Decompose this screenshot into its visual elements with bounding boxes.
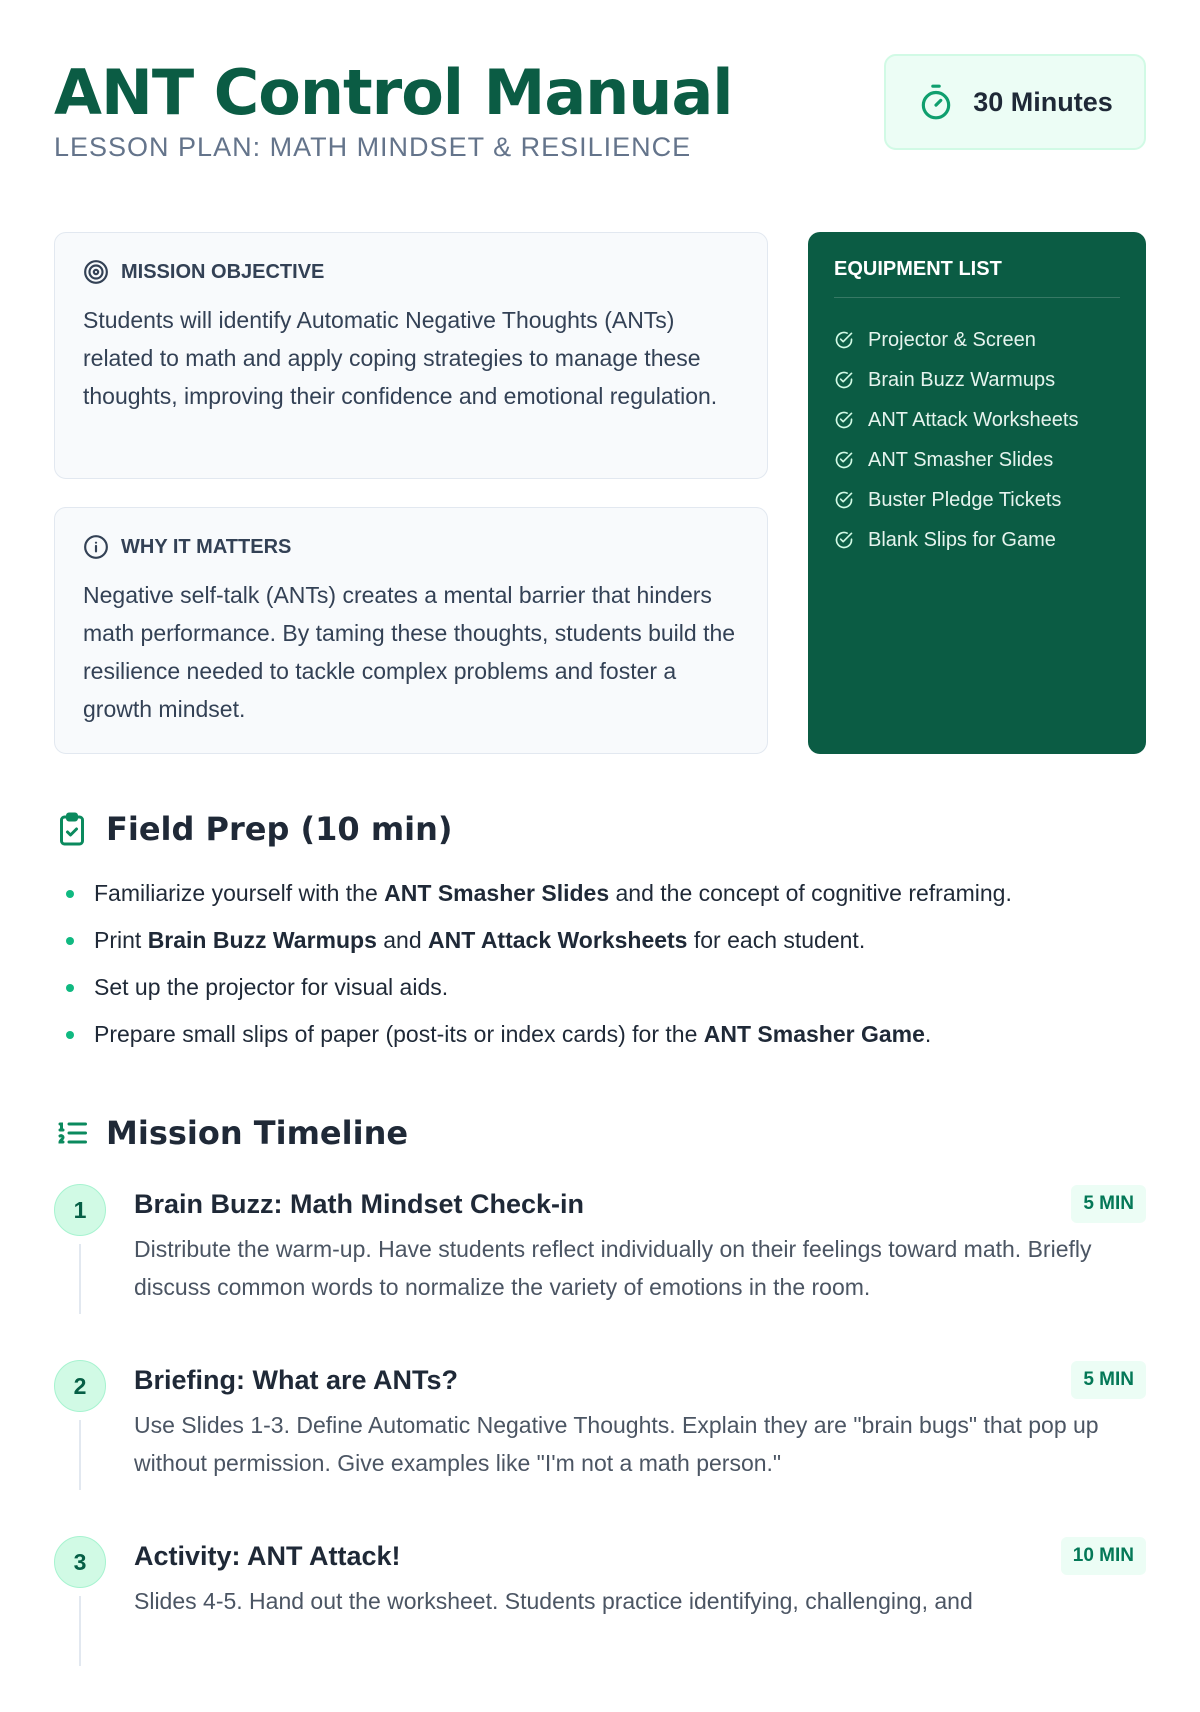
step-description: Use Slides 1-3. Define Automatic Negative Thoughts. Explain they are "brain bugs" that pop up without permission. Give examples like "I'm not a math person." (134, 1412, 1099, 1476)
page-subtitle: LESSON PLAN: MATH MINDSET & RESILIENCE (54, 132, 692, 162)
equipment-item-label: ANT Smasher Slides (868, 448, 1054, 471)
equipment-item (834, 440, 1120, 480)
header (54, 54, 1146, 224)
title-block (54, 54, 733, 163)
step-connector (79, 1244, 81, 1314)
prep-text: and (376, 927, 429, 953)
prep-emphasis: ANT Attack Worksheets (428, 927, 688, 953)
step-content (134, 1536, 1146, 1712)
equipment-list-panel (808, 232, 1146, 754)
prep-text: Set up the projector for visual aids. (94, 974, 449, 1000)
prep-text: for each student. (687, 927, 866, 953)
check-circle-icon (834, 330, 854, 350)
prep-item (54, 880, 1146, 927)
check-circle-icon (834, 530, 854, 550)
clipboard-check-icon (54, 811, 90, 847)
step-title-row (134, 1184, 1146, 1224)
equipment-item-label: Brain Buzz Warmups (868, 368, 1056, 391)
step-title-row (134, 1360, 1146, 1400)
why-it-matters-card (54, 507, 768, 754)
info-icon (83, 534, 109, 560)
equipment-item-label: ANT Attack Worksheets (868, 408, 1079, 431)
prep-emphasis: ANT Smasher Game (703, 1021, 925, 1047)
field-prep-section (54, 810, 1146, 1068)
check-circle-icon (834, 410, 854, 430)
overview-grid (54, 232, 1146, 754)
prep-item (54, 974, 1146, 1021)
step-description: Distribute the warm-up. Have students reflect individually on their feelings toward math. Briefly discuss common words to normalize the variety of emotions in the room. (134, 1236, 1092, 1300)
prep-item (54, 1021, 1146, 1068)
timeline-step (54, 1536, 1146, 1712)
prep-text: Familiarize yourself with the (94, 880, 385, 906)
mission-objective-header (83, 259, 739, 285)
numbered-list-icon (54, 1115, 90, 1151)
prep-text: Print (94, 927, 148, 953)
step-number: 2 (54, 1360, 106, 1412)
step-duration-badge: 5 MIN (1071, 1361, 1146, 1399)
prep-text: . (924, 1021, 932, 1047)
duration-badge (884, 54, 1146, 150)
prep-emphasis: ANT Smasher Slides (384, 880, 610, 906)
equipment-item-label: Blank Slips for Game (868, 528, 1056, 551)
step-title: Brain Buzz: Math Mindset Check-in (134, 1188, 585, 1219)
prep-text: Prepare small slips of paper (post-its or index cards) for the (94, 1021, 704, 1047)
step-duration-badge: 10 MIN (1061, 1537, 1146, 1575)
field-prep-header (54, 810, 1146, 848)
step-title-row (134, 1536, 1146, 1576)
timeline-step (54, 1360, 1146, 1536)
step-marker (54, 1536, 134, 1712)
equipment-item-label: Projector & Screen (868, 328, 1036, 351)
step-duration-badge: 5 MIN (1071, 1185, 1146, 1223)
field-prep-list (54, 880, 1146, 1068)
step-number: 3 (54, 1536, 106, 1588)
equipment-item (834, 360, 1120, 400)
step-description: Slides 4-5. Hand out the worksheet. Students practice identifying, challenging, and (134, 1588, 973, 1614)
step-connector (79, 1420, 81, 1490)
step-marker (54, 1184, 134, 1360)
step-number: 1 (54, 1184, 106, 1236)
mission-objective-heading: MISSION OBJECTIVE (121, 260, 325, 283)
step-connector (79, 1596, 81, 1666)
mission-timeline-heading: Mission Timeline (106, 1114, 409, 1152)
why-it-matters-heading: WHY IT MATTERS (121, 535, 292, 558)
mission-timeline-header (54, 1114, 1146, 1152)
mission-objective-card (54, 232, 768, 479)
step-marker (54, 1360, 134, 1536)
check-circle-icon (834, 450, 854, 470)
page-title: ANT Control Manual (54, 56, 733, 129)
why-it-matters-text: Negative self-talk (ANTs) creates a mental barrier that hinders math performance. By taming these thoughts, students build the resilience needed to tackle complex problems and foster a growth mindset. (83, 582, 736, 722)
duration-label: 30 Minutes (973, 86, 1113, 117)
equipment-item (834, 320, 1120, 360)
timeline-steps (54, 1184, 1146, 1712)
why-it-matters-header (83, 534, 739, 560)
step-content (134, 1360, 1146, 1536)
equipment-item (834, 400, 1120, 440)
step-title: Activity: ANT Attack! (134, 1540, 401, 1571)
step-content (134, 1184, 1146, 1360)
prep-item (54, 927, 1146, 974)
field-prep-heading: Field Prep (10 min) (106, 810, 453, 848)
timeline-step (54, 1184, 1146, 1360)
check-circle-icon (834, 490, 854, 510)
prep-text: and the concept of cognitive reframing. (609, 880, 1012, 906)
equipment-list-heading: EQUIPMENT LIST (834, 258, 1120, 298)
equipment-item-label: Buster Pledge Tickets (868, 488, 1062, 511)
stopwatch-icon (917, 83, 955, 121)
equipment-item (834, 480, 1120, 520)
overview-left-column (54, 232, 768, 754)
prep-emphasis: Brain Buzz Warmups (147, 927, 377, 953)
equipment-items (834, 320, 1120, 560)
target-icon (83, 259, 109, 285)
equipment-item (834, 520, 1120, 560)
check-circle-icon (834, 370, 854, 390)
mission-objective-text: Students will identify Automatic Negative Thoughts (ANTs) related to math and apply coping strategies to manage these thoughts, improving their confidence and emotional regulation. (83, 307, 718, 409)
step-title: Briefing: What are ANTs? (134, 1364, 459, 1395)
mission-timeline-section (54, 1114, 1146, 1712)
